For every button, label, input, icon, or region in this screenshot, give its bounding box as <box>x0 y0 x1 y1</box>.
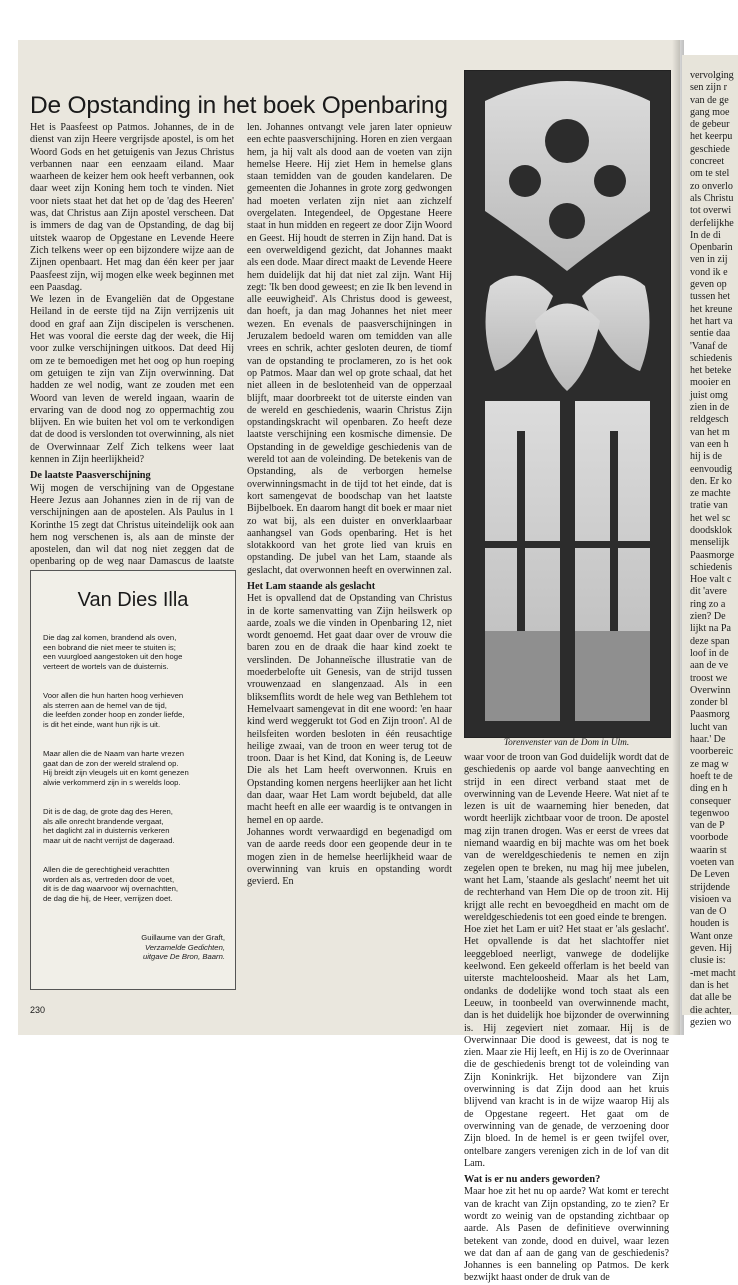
next-page-line: zien in de <box>690 402 730 414</box>
next-page-line: schiedenis <box>690 561 733 573</box>
poem-source: Verzamelde Gedichten, <box>144 942 225 952</box>
photo-caption: Torenvenster van de Dom in Ulm. <box>503 738 630 748</box>
next-page-line: clusie is: <box>690 955 726 967</box>
next-page-line: het kreune <box>690 303 733 315</box>
next-page-line: visioen va <box>690 893 732 905</box>
tower-window-photo <box>464 70 671 738</box>
section-heading: De laatste Paasverschijning <box>30 470 151 482</box>
next-page-line: tot overwi <box>690 205 732 217</box>
next-page-line: dan is het <box>690 979 729 991</box>
paragraph: Het is Paasfeest op Patmos. Johannes, de in de dienst van zijn Heere vergrijsde apostel, is om het Woord Gods en het getuigenis van Jezus Christus verbannen naar een eenzaam eiland. Maar waarheen de keizer hem ook heeft verbannen, ook daar weet zijn Koning hem toch te vinden. Niet voor niets staat het dat het op de 'dag des Heeren' was, dat Christus aan Zijn apostel verscheen. Dat is immers de dag van de Opstanding, de dag bij uitstek waarop de Opgestane en Levende Heere Zich telkens weer op een bijzondere wijze aan de Zijnen openbaart. Het mag dan één keer per jaar Paasfeest zijn, wij mogen elke week beginnen met een Paasdag. <box>30 122 234 293</box>
article-column-2 <box>247 122 452 984</box>
next-page-line: de gebeur <box>690 119 730 131</box>
next-page-line: aan de ve <box>690 660 729 672</box>
poem-title: Van Dies Illa <box>77 589 189 611</box>
paragraph: We lezen in de Evangeliën dat de Opgestane Heiland in de eerste tijd na Zijn verrijzenis uit dood en graf aan Zijn discipelen is verschenen. Het was vooral die eerste dag der week, die Hij voor zulke verschijningen uitkoos. Dat deed Hij om ze te bemoedigen met het oog op hun roeping om getuigen te zijn van Zijn overwinning. Dat hadden ze wel nodig, want ze zouden met een Woord van leven de wereld ingaan, waarin de ervaring van de dood nog zo oppermachtig zou blijven. En wie buiten het vol om te verkondigen dat de dood is verslonden tot overwinning, als niet de Overwinnaar Zelf Zich telkens weer laat kennen in Zijn heerlijkheid? <box>30 294 234 466</box>
next-page-line: sen zijn r <box>690 82 727 94</box>
poem-box <box>30 570 236 990</box>
next-page-line: lucht van <box>690 721 728 733</box>
next-page-line: zonder bl <box>690 697 728 709</box>
next-page-line: Overwinn <box>690 684 731 696</box>
next-page-line: menselijk <box>690 537 730 549</box>
article-column-1 <box>30 122 234 568</box>
paragraph: Hoe ziet het Lam er uit? Het staat er 'als geslacht'. Het opvallende is dat het slachtoffer niet leeggebloed neerligt, vanwege de dodelijke keelwond. Een gekeeld offerlam is het beeld van uiterste machteloosheid. Maar als het Lam, ondanks de dodelijke wond toch staat als een Leeuw, in toonbeeld van overwinnende macht, dan is het duidelijk hoe bijzonder de overwinning is. Hij zegeviert niet zomaar. Hij is de Overwinnaar Die dood is geweest, dat is nog te zien. Maar zie Hij leeft, en Hij is zo de Overinnaar die de geschiedenis brengt tot de voleinding van Zijn Koninkrijk. Het bijzondere van Zijn overwinning is dat Zijn dood aan het kruis blijvend van kracht is in de wijze waarop Hij als de Opgestane regeert. Het gaat om de overwinning van de genade, de verzoening door Zijn bloed. In de hemel is er geen twijfel over, ontelbare zangers verenigen zich in de lof van dit Lam. <box>464 924 669 1169</box>
next-page-line: den. Er ko <box>690 475 732 487</box>
poem-stanza: Die dag zal komen, brandend als oven, een bobrand die niet meer te stuiten is; een vuurgloed aangestoken uit den hoge verteert de wortels van de duisternis. <box>43 633 183 671</box>
next-page-line: sentie daa <box>690 328 731 340</box>
next-page-line: strijdende <box>690 881 730 893</box>
next-page-line: geven. Hij <box>690 943 733 955</box>
next-page-line: ze mag w <box>690 758 729 770</box>
next-page-line: zien? De <box>690 611 726 623</box>
next-page-line: gezien wo <box>690 1016 732 1028</box>
next-page-line: Paasmorg <box>690 709 730 721</box>
paragraph: Het is opvallend dat de Opstanding van Christus in de korte samenvatting van Zijn heilswerk op aarde, zoals we die vinden in Openbaring 12, niet wordt genoemd. Het gaat daar over de vrouw die baren zou en de draak die haar kind zoekt te verslinden. De Johanneïsche illustratie van de moederbelofte uit Genesis, van de strijd tussen vrouwenzaad en slangenzaad. Als in een bliksemflits wordt de hele weg van Bethlehem tot Hemelvaart samengevat in dit ene woord: 'en haar kind werd weggerukt tot God en Zijn troon'. Al de heilsfeiten worden besloten in één reusachtige heilige zwaai, van de troon en weer terug tot de troon. Daar is het Kind, dat Koning is, de Leeuw Die als het Lam heeft overwonnen. Kruis en Opstanding komen nergens heerlijker aan het licht dan daar, waar Het Lam wordt bejubeld, dat alle macht heeft en alle eer waardig is te ontvangen in hemel en op aarde. <box>247 593 452 826</box>
next-page-line: het hart va <box>690 315 733 327</box>
next-page-line: zo onverlo <box>690 180 733 192</box>
next-page-line: -met macht <box>690 967 736 979</box>
poem-stanza: Dit is de dag, de grote dag des Heren, als alle onrecht brandende vergaat, het daglicht zal in duisternis verkeren maar uit de nacht verrijst de dageraad. <box>43 807 175 845</box>
next-page-line: het wel sc <box>690 512 731 524</box>
paragraph: Johannes wordt verwaardigd en begenadigd om van de aarde reeds door een geopende deur in te mogen zien in de hemelse heerlijkheid waar de overwinning van kruis en opstanding wordt gevierd. En <box>247 826 452 888</box>
next-page-line: doodsklok <box>690 524 733 536</box>
paragraph: Maar hoe zit het nu op aarde? Wat komt er terecht van de kracht van Zijn opstanding, zo te zien? Er wordt zo weinig van de opstanding zichtbaar op aarde. Als Pasen de definitieve overwinning betekent van zonde, dood en duivel, waar lezen we dat dan af aan de gang van de geschiedenis? Johannes is een banneling op Patmos. De kerk bezwijkt haast onder de druk van de <box>464 1186 669 1284</box>
next-page-line: vervolging <box>690 70 734 81</box>
next-page-line: Paasmorge <box>690 549 735 561</box>
next-page-line: lijkt na Pa <box>690 623 731 635</box>
poem-credit <box>75 933 225 962</box>
next-page-line: schiedenis <box>690 352 733 364</box>
next-page-line: van het m <box>690 426 730 438</box>
paragraph: Wij mogen de verschijning van de Opgestane Heere Jezus aan Johannes zien in de rij van de verschijningen aan de apostelen. Als Paulus in 1 Korinthe 15 zegt dat Christus uiteindelijk ook aan hem nog verschenen is, als aan de minste der apostelen, dan wil dat nog niet zeggen dat de openbaring op de weg naar Damascus de laatste <box>30 482 234 568</box>
article-column-3 <box>464 752 669 1284</box>
page-number: 230 <box>30 1005 46 1015</box>
next-page-line: Hoe valt c <box>690 574 732 586</box>
next-page-line: voeten van <box>690 857 735 868</box>
next-page-line: dit 'avere <box>690 586 727 598</box>
article-title: De Opstanding in het boek Openbaring <box>30 92 448 119</box>
paragraph: len. Johannes ontvangt vele jaren later opnieuw een echte paasverschijning. Horen en zien vergaan hem, ja hij valt als dood aan de voeten van zijn hemelse Heere. Hij ziet Hem in hemelse glans staan temidden van de gouden kandelaren. De gemeenten die Johannes in grote zorg gedwongen had moeten verlaten zijn niet aan zichzelf overgelaten. Integendeel, de Opgestane Heere staat in hun midden en regeert ze door Zijn Woord en Geest. Hij houdt de sterren in Zijn hand. Dat is een overweldigend gezicht, dat Johannes maakt als een dode. Maar direct maakt de Levende Heere hem duidelijk dat hij dat niet zal zijn. Want Hij zegt: 'Ik ben dood geweest; en zie Ik ben levend in alle eeuwigheid'. Als Christus dood is geweest, dan hoeft, ja dan mag Johannes het niet meer wezen. En evenals de paasverschijningen in Jeruzalem bedoeld waren om temidden van alle vrees en schrik, achter gesloten deuren, de tiomf van de opstanding te proclameren, zo is het ook op Patmos. Maar dan wel op grote schaal, dat het niet alleen in de beslotenheid van de opperzaal blijft, maar doorbreekt tot de uiterste einden van de wereld en geschiedenis, waarin Christus Zijn opstandingskracht wil openbaren. Zo heeft deze laatste verschijning een kosmische dimensie. De Opstanding in de geweldige geschiedenis van de wereld tot aan de voleinding. De betekenis van de Opstanding, als de verborgen hemelse overwinningsmacht in de tijd tot het einde, dat is kort samengevat de boodschap van het laatste Bijbelboek. En daarom hangt dit boek er maar niet zo wat bij, als een duister en onverklaarbaar aanhangsel van Gods openbaring. Het is het slotakkoord van het grote lied van kruis en opstanding. De jubel van het Lam, staande als geslacht, dat overwonnen heeft en overwinnen zal. <box>247 122 452 576</box>
next-page-line: loof in de <box>690 647 729 659</box>
next-page-line: van de P <box>690 820 725 832</box>
poem-publisher: uitgave De Bron, Baarn. <box>142 952 225 962</box>
next-page-text-fragments <box>690 70 738 1028</box>
next-page-line: derfelijkhe <box>690 217 734 229</box>
next-page-line: De Leven <box>690 869 730 881</box>
next-page-line: tratie van <box>690 500 728 512</box>
next-page-line: als Christu <box>690 192 734 204</box>
next-page-line: hoeft te de <box>690 770 733 782</box>
section-heading: Het Lam staande als geslacht <box>247 580 376 592</box>
next-page-line: 'Vanaf de <box>690 340 728 352</box>
next-page-line: vond ik e <box>690 266 728 278</box>
next-page-line: reldgesch <box>690 414 729 426</box>
next-page-line: deze span <box>690 635 730 647</box>
next-page-line: mooier en <box>690 377 731 389</box>
tracery-window-image <box>465 71 670 737</box>
next-page-line: geven op <box>690 279 727 291</box>
section-heading: Wat is er nu anders geworden? <box>464 1174 601 1186</box>
poem-stanza: Allen die de gerechtigheid verachtten worden als as, vertreden door de voet, dit is de dag waarvoor wij overnachtten, de dag die hij, de Heer, verrijzen doet. <box>43 865 179 903</box>
next-page-line: ding en h <box>690 783 728 795</box>
next-page-line: ze machte <box>690 488 731 500</box>
next-page-line: consequer <box>690 795 731 807</box>
next-page-line: van een h <box>690 438 729 450</box>
next-page-line: ven in zij <box>690 254 728 266</box>
next-page-line: tegenwoo <box>690 807 730 819</box>
poem-stanza: Maar allen die de Naam van harte vrezen gaat dan de zon der wereld stralend op. Hij breidt zijn vleugels uit en komt genezen alwie verkommerd zijn in s werelds loop. <box>43 749 189 787</box>
next-page-line: dat alle be <box>690 992 732 1004</box>
next-page-line: om te stel <box>690 168 730 180</box>
next-page-line: concreet <box>690 156 725 168</box>
next-page-line: ring zo a <box>690 598 726 610</box>
next-page-line: tussen het <box>690 291 731 303</box>
next-page-line: die achter, <box>690 1004 732 1016</box>
next-page-line: waarin st <box>690 844 727 856</box>
next-page-line: voorbode <box>690 832 729 844</box>
poem-stanza: Voor allen die hun harten hoog verhieven als sterren aan de hemel van de tijd, die leefden zonder hoop en zonder liefde, is dit het einde, want hun rijk is uit. <box>43 691 185 729</box>
next-page-line: geschiede <box>690 143 730 155</box>
next-page-line: van de O <box>690 906 727 918</box>
next-page-line: In de di <box>690 229 721 241</box>
next-page-line: Want onze <box>690 930 733 942</box>
next-page-line: haar.' De <box>690 734 726 746</box>
next-page-line: hij is de <box>690 451 722 463</box>
next-page-line: voorbereic <box>690 746 734 758</box>
next-page-line: het keerpu <box>690 131 733 143</box>
next-page-line: van de ge <box>690 94 729 106</box>
paragraph: waar voor de troon van God duidelijk wordt dat de geschiedenis op aarde vol bange aanvechting en strijd in een direct verband staat met de overwinning van de Levende Heere. Wat niet af te lezen is uit de waarneming hier beneden, dat wordt heerlijk zichtbaar voor de troon. De apostel mag zijn tranen drogen. Was er eerst de vrees dat niemand waardig en bij machte was om het boek van de wereldgeschiedenis te nemen en zijn zegelen open te breken, nu mag hij mee jubelen, want het Lam, 'staande als geslacht' neemt het uit de rechterhand van Hem Die op de troon zit. Hij krijgt alle recht en bevoegdheid en macht om de wereldgeschiedenis tot een goed einde te brengen. <box>464 752 669 923</box>
next-page-line: eenvoudig <box>690 463 733 475</box>
next-page-line: juist omg <box>690 389 728 401</box>
next-page-line: gang moe <box>690 106 730 118</box>
next-page-line: houden is <box>690 918 729 930</box>
poem-author: Guillaume van der Graft, <box>141 933 225 942</box>
next-page-line: Openbarin <box>690 242 733 254</box>
next-page-line: troost we <box>690 672 728 684</box>
next-page-line: het beteke <box>690 365 732 377</box>
